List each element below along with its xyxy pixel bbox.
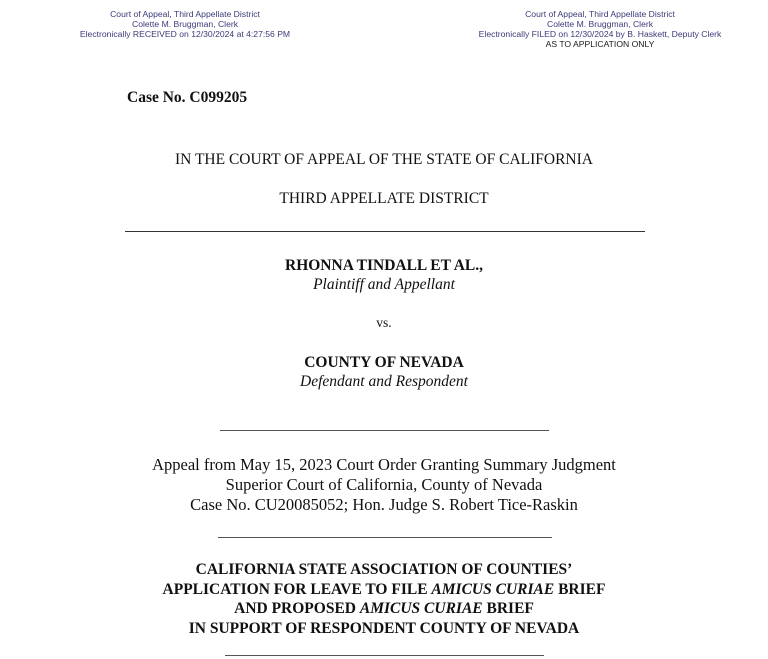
filed-stamp-clerk: Colette M. Bruggman, Clerk [546,19,654,29]
heading-divider [125,231,645,232]
appeal-info [0,455,768,515]
title-text: APPLICATION FOR LEAVE TO FILE [162,580,432,598]
document-title-line-2 [0,580,768,600]
appeal-trial-court: Superior Court of California, County of Nevada [225,475,543,494]
filed-stamp-note: AS TO APPLICATION ONLY [545,39,655,49]
respondent-block [0,353,768,391]
title-text: AND PROPOSED [234,600,360,617]
title-italic-text: AMICUS CURIAE [359,600,483,617]
appeal-divider [218,537,552,538]
appeal-trial-case: Case No. CU20085052; Hon. Judge S. Robert Tice-Raskin [190,495,578,514]
appellant-role: Plaintiff and Appellant [313,276,455,293]
court-title: IN THE COURT OF APPEAL OF THE STATE OF CALIFORNIA [175,151,593,168]
filed-stamp [440,9,760,49]
document-title [0,560,768,638]
document-title-line-1: CALIFORNIA STATE ASSOCIATION OF COUNTIES’ [195,561,573,578]
respondent-name: COUNTY OF NEVADA [304,354,464,371]
title-text: BRIEF [554,580,606,598]
received-stamp-timestamp: Electronically RECEIVED on 12/30/2024 at 4:27:56 PM [79,29,291,39]
title-text: BRIEF [482,600,534,617]
received-stamp [40,9,330,39]
document-title-line-3 [0,599,768,619]
appellant-name: RHONNA TINDALL ET AL., [285,257,483,274]
parties-divider [220,430,549,431]
versus-label: vs. [376,315,392,330]
received-stamp-clerk: Colette M. Bruggman, Clerk [131,19,239,29]
appeal-order: Appeal from May 15, 2023 Court Order Granting Summary Judgment [152,455,616,474]
appellant-block [0,256,768,294]
title-divider [225,655,544,656]
respondent-role: Defendant and Respondent [300,373,468,390]
received-stamp-court: Court of Appeal, Third Appellate District [110,9,260,19]
document-title-line-4: IN SUPPORT OF RESPONDENT COUNTY OF NEVADA [188,619,580,637]
filed-stamp-timestamp: Electronically FILED on 12/30/2024 by B. Haskett, Deputy Clerk [478,29,722,39]
case-number: Case No. C099205 [127,89,248,106]
filed-stamp-court: Court of Appeal, Third Appellate District [525,9,675,19]
court-district: THIRD APPELLATE DISTRICT [279,190,489,207]
title-italic-text: AMICUS CURIAE [431,580,555,598]
